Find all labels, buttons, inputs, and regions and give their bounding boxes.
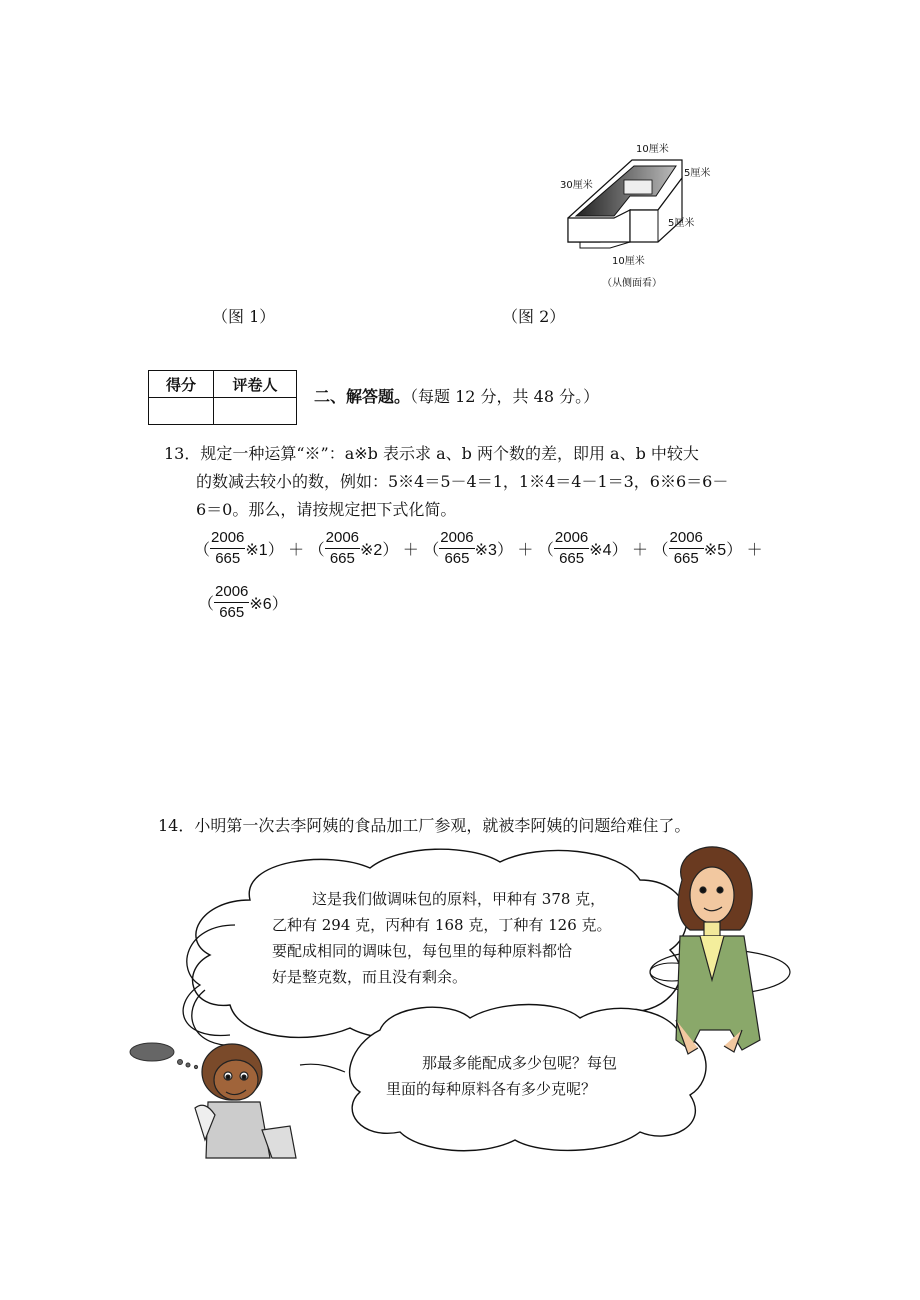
plus-sign: ＋: [288, 542, 305, 559]
fraction: $\frac{2006}{665}$: [325, 529, 360, 567]
score-table: [148, 370, 297, 425]
cloud-2-text: [386, 1050, 686, 1102]
boy-illustration: [195, 1044, 296, 1158]
problem-13-line-1: 13．规定一种运算“※”：a※b 表示求 a、b 两个数的差，即用 a、b 中较大: [164, 444, 699, 463]
plus-sign: ＋: [746, 542, 763, 559]
expr-term-2: （ $\frac{2006}{665}$ ※2）: [308, 529, 399, 567]
expr-term-5: （ $\frac{2006}{665}$ ※5）: [652, 529, 743, 567]
cloud-1-line-2: 乙种有 294 克，丙种有 168 克，丁种有 126 克。: [272, 916, 612, 934]
section-note: （每题 12 分，共 48 分。）: [410, 387, 600, 406]
section-heading: [314, 384, 599, 407]
problem-13: [164, 440, 784, 524]
plus-sign: ＋: [402, 542, 419, 559]
section-title: 二、解答题。: [314, 387, 411, 406]
figure-1-caption: （图 1）: [212, 307, 276, 326]
dim-right-side: 5厘米: [668, 218, 695, 229]
dim-bottom: 10厘米: [612, 256, 645, 267]
expr-term-1: （ $\frac{2006}{665}$ ※1）: [194, 529, 284, 567]
plus-sign: ＋: [632, 542, 649, 559]
woman-illustration: [676, 847, 760, 1054]
dim-top: 10厘米: [636, 144, 669, 155]
view-note: （从侧面看）: [602, 278, 662, 289]
grader-cell[interactable]: [214, 398, 297, 425]
problem-13-line-2: 的数减去较小的数，例如：5※4＝5－4＝1，1※4＝4－1＝3，6※6＝6－: [196, 472, 729, 491]
cloud-1-line-4: 好是整克数，而且没有剩余。: [272, 968, 468, 986]
cloud-1-text: [272, 886, 662, 990]
fraction: $\frac{2006}{665}$: [440, 529, 474, 567]
thought-cloud: [130, 1043, 198, 1069]
problem-13-line-3: 6＝0。那么，请按规定把下式化简。: [196, 500, 457, 519]
dim-right-top: 5厘米: [684, 168, 711, 179]
score-header: 得分: [149, 371, 214, 398]
expression-row-2: [198, 582, 288, 623]
cloud-2-line-1: 那最多能配成多少包呢？每包: [422, 1054, 618, 1072]
dim-left: 30厘米: [560, 180, 593, 191]
fraction: $\frac{2006}{665}$: [215, 583, 249, 621]
expr-term-4: （ $\frac{2006}{665}$ ※4）: [537, 529, 628, 567]
cloud-1-line-1: 这是我们做调味包的原料，甲种有 378 克，: [312, 890, 606, 908]
fraction: $\frac{2006}{665}$: [211, 529, 245, 567]
expr-term-6: （ $\frac{2006}{665}$ ※6）: [198, 583, 288, 621]
problem-14-line-1: 14．小明第一次去李阿姨的食品加工厂参观，就被李阿姨的问题给难住了。: [158, 816, 691, 835]
plus-sign: ＋: [517, 542, 534, 559]
figure-2: [550, 130, 740, 300]
cloud-1-line-3: 要配成相同的调味包，每包里的每种原料都恰: [272, 942, 573, 960]
score-cell[interactable]: [149, 398, 214, 425]
expression-row-1: [194, 528, 794, 569]
figure-2-caption: （图 2）: [502, 307, 566, 326]
fraction: $\frac{2006}{665}$: [669, 529, 703, 567]
expr-term-3: （ $\frac{2006}{665}$ ※3）: [423, 529, 513, 567]
grader-header: 评卷人: [214, 371, 297, 398]
cloud-2-line-2: 里面的每种原料各有多少克呢？: [386, 1080, 597, 1098]
fraction: $\frac{2006}{665}$: [554, 529, 589, 567]
